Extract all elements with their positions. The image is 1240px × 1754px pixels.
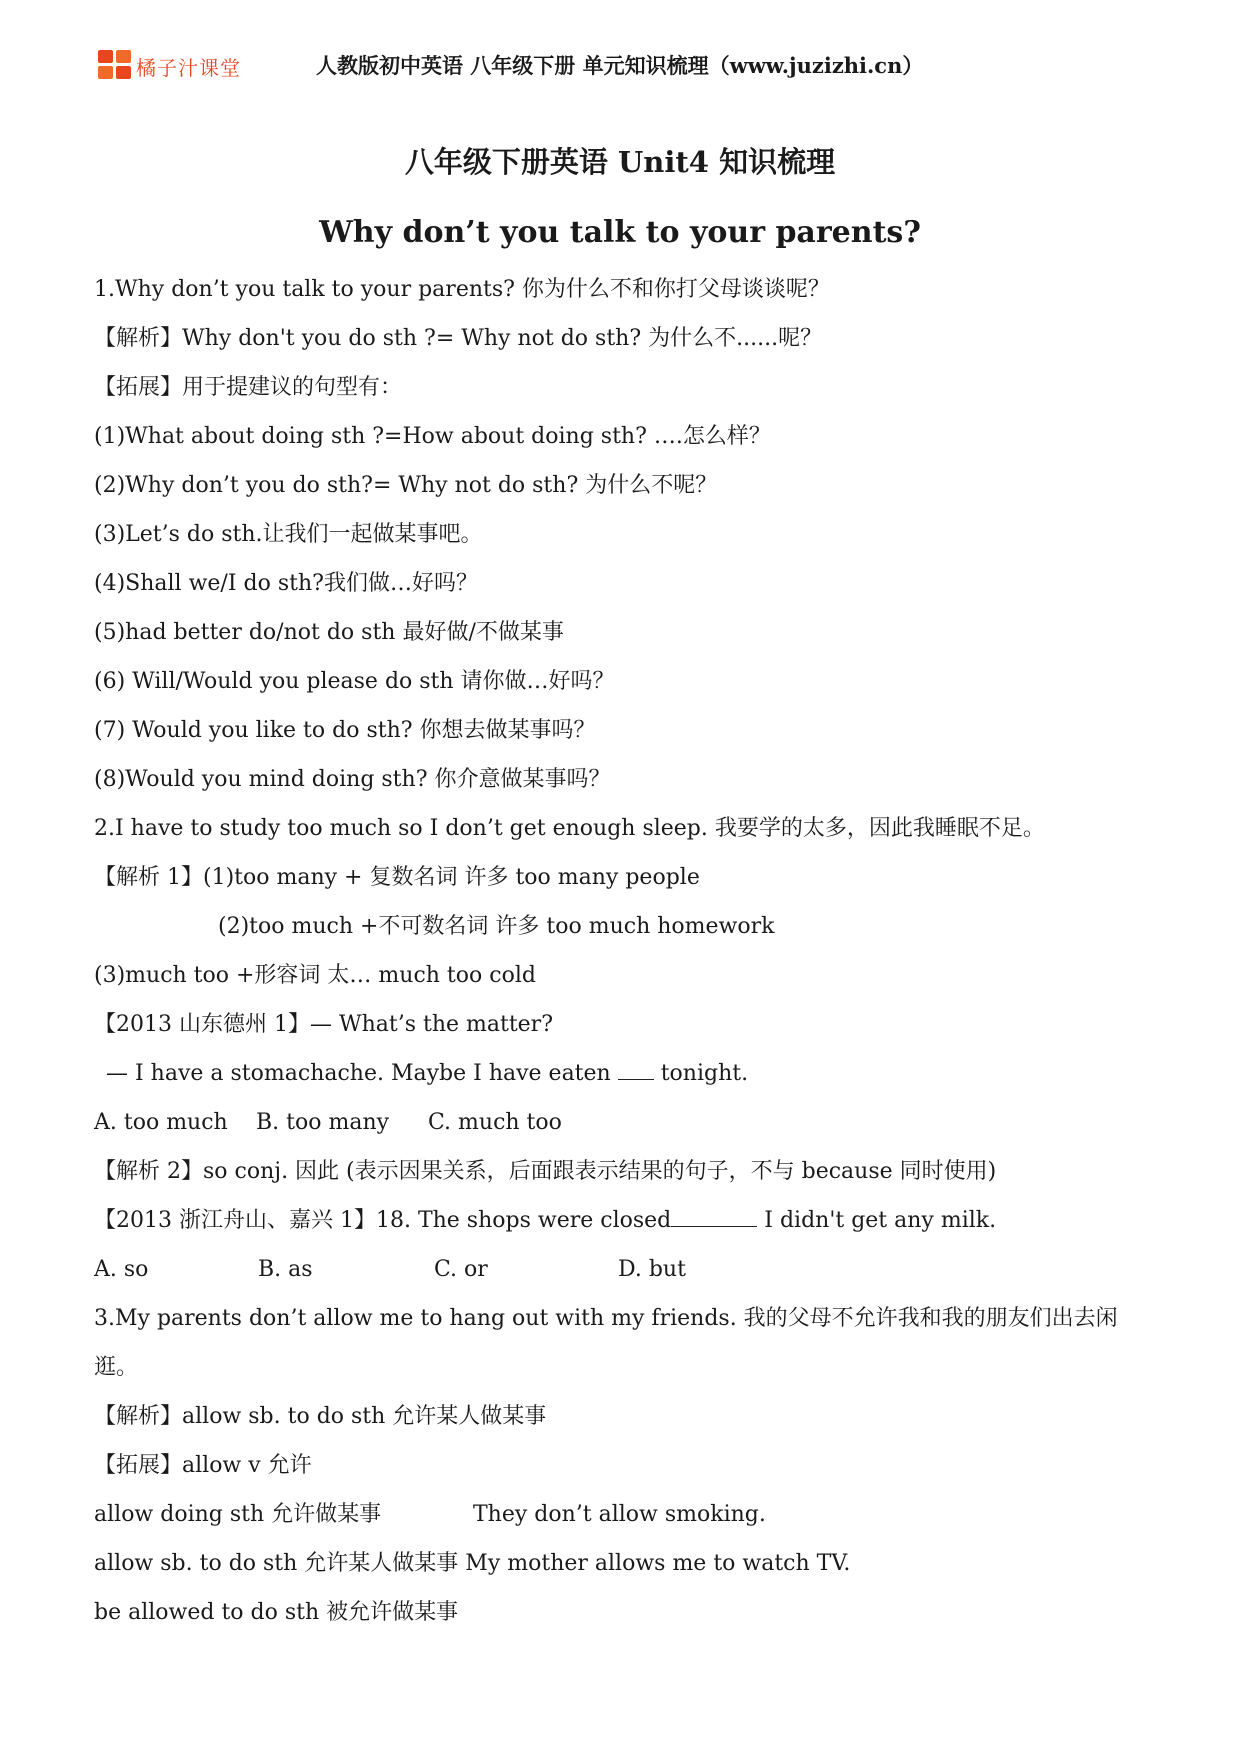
question-text: tonight. bbox=[660, 1061, 749, 1086]
usage-example: They don’t allow smoking. bbox=[473, 1502, 766, 1527]
answer-option: A. too much bbox=[94, 1110, 228, 1135]
pattern-item: (1)What about doing sth ?=How about doing sth? ….怎么样？ bbox=[94, 424, 771, 449]
pattern-item: (7) Would you like to do sth? 你想去做某事吗？ bbox=[94, 718, 596, 743]
analysis-note: 【解析 2】so conj. 因此 (表示因果关系，后面跟表示结果的句子，不与 because 同时使用) bbox=[94, 1159, 997, 1184]
answer-option: B. as bbox=[258, 1257, 313, 1282]
analysis-note: 【解析】Why don't you do sth ?= Why not do sth? 为什么不......呢？ bbox=[94, 326, 823, 351]
document-title: 八年级下册英语 Unit4 知识梳理 bbox=[404, 145, 836, 179]
pattern-item: (8)Would you mind doing sth? 你介意做某事吗？ bbox=[94, 767, 611, 792]
answer-option: C. much too bbox=[428, 1110, 562, 1135]
unit-title: Why don’t you talk to your parents? bbox=[319, 215, 921, 250]
brand-logo-icon bbox=[98, 50, 132, 80]
point-3-sentence: 3.My parents don’t allow me to hang out with my friends. 我的父母不允许我和我的朋友们出去闲 bbox=[94, 1306, 1118, 1331]
pattern-item: (5)had better do/not do sth 最好做/不做某事 bbox=[94, 620, 564, 645]
analysis-note: (2)too much +不可数名词 许多 too much homework bbox=[218, 914, 775, 939]
analysis-note: 【解析】allow sb. to do sth 允许某人做某事 bbox=[94, 1404, 547, 1429]
extension-note: 【拓展】allow v 允许 bbox=[94, 1453, 312, 1478]
question-text: — I have a stomachache. Maybe I have eaten bbox=[106, 1061, 611, 1086]
analysis-note: 【解析 1】(1)too many + 复数名词 许多 too many people bbox=[94, 865, 700, 890]
exam-question-line bbox=[94, 1207, 996, 1235]
pattern-item: (6) Will/Would you please do sth 请你做…好吗？ bbox=[94, 669, 615, 694]
extension-note: 【拓展】用于提建议的句型有： bbox=[94, 375, 403, 400]
analysis-note: (3)much too +形容词 太… much too cold bbox=[94, 963, 536, 988]
page-header bbox=[98, 44, 1158, 84]
answer-option: A. so bbox=[94, 1257, 149, 1282]
answer-option: B. too many bbox=[256, 1110, 390, 1135]
exam-question-line bbox=[106, 1060, 748, 1088]
point-1-sentence: 1.Why don’t you talk to your parents? 你为什么不和你打父母谈谈呢？ bbox=[94, 277, 830, 302]
usage-item: allow doing sth 允许做某事 bbox=[94, 1502, 382, 1527]
answer-option: D. but bbox=[618, 1257, 686, 1282]
brand-name: 橘子汁课堂 bbox=[136, 56, 241, 80]
answer-blank bbox=[671, 1208, 757, 1227]
answer-blank bbox=[618, 1061, 654, 1080]
header-title: 人教版初中英语 八年级下册 单元知识梳理（www.juzizhi.cn） bbox=[316, 53, 924, 78]
pattern-item: (3)Let’s do sth.让我们一起做某事吧。 bbox=[94, 522, 483, 547]
point-3-sentence-cont: 逛。 bbox=[94, 1355, 139, 1380]
usage-item: allow sb. to do sth 允许某人做某事 My mother allows me to watch TV. bbox=[94, 1551, 851, 1576]
pattern-item: (2)Why don’t you do sth?= Why not do sth? 为什么不呢？ bbox=[94, 473, 718, 498]
point-2-sentence: 2.I have to study too much so I don’t get enough sleep. 我要学的太多，因此我睡眠不足。 bbox=[94, 816, 1045, 841]
answer-option: C. or bbox=[434, 1257, 488, 1282]
question-text: I didn't get any milk. bbox=[764, 1208, 997, 1233]
exam-question: 【2013 山东德州 1】— What’s the matter? bbox=[94, 1012, 553, 1037]
pattern-item: (4)Shall we/I do sth?我们做…好吗？ bbox=[94, 571, 478, 596]
question-text: 【2013 浙江舟山、嘉兴 1】18. The shops were closed bbox=[94, 1208, 672, 1233]
usage-item: be allowed to do sth 被允许做某事 bbox=[94, 1600, 459, 1625]
